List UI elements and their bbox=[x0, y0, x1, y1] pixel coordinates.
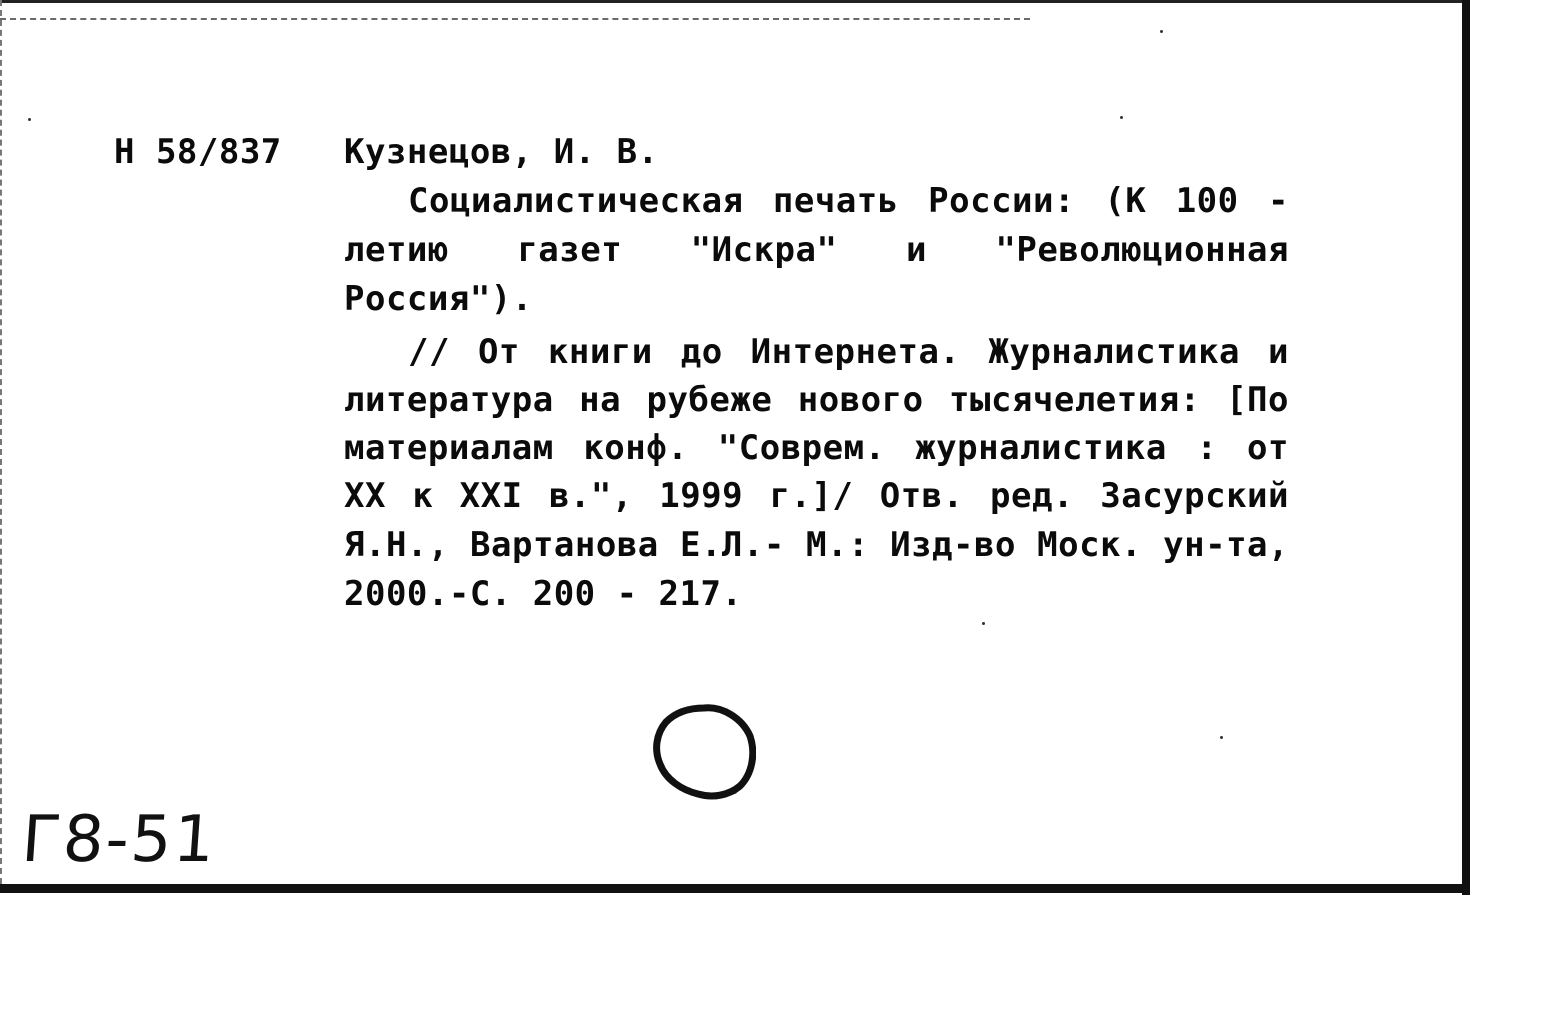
card-right-edge bbox=[1462, 0, 1470, 895]
card-top-dashed-line bbox=[0, 18, 1030, 20]
punch-hole-icon bbox=[652, 700, 756, 804]
source-line: 2000.-С. 200 - 217. bbox=[344, 574, 743, 614]
card-top-edge bbox=[0, 0, 1462, 3]
handwritten-code: Г8-51 bbox=[19, 803, 219, 877]
title-line: Социалистическая печать России: (К 100 - bbox=[408, 181, 1289, 221]
source-line: литература на рубеже нового тысячелетия: [По bbox=[344, 380, 1289, 420]
speck bbox=[1220, 736, 1223, 739]
title-line: летию газет "Искра" и "Революционная bbox=[344, 230, 1289, 270]
author-name: Кузнецов, И. В. bbox=[344, 132, 659, 172]
shelfmark: Н 58/837 bbox=[114, 132, 282, 172]
speck bbox=[28, 118, 31, 121]
speck bbox=[1120, 116, 1123, 119]
title-line: Россия"). bbox=[344, 279, 533, 319]
source-line: XX к XXI в.", 1999 г.]/ Отв. ред. Засурский bbox=[344, 476, 1289, 516]
card-bottom-edge bbox=[0, 884, 1470, 893]
speck bbox=[982, 622, 985, 625]
speck bbox=[1160, 30, 1163, 33]
source-line: материалам конф. "Соврем. журналистика : от bbox=[344, 428, 1289, 468]
source-line: // От книги до Интернета. Журналистика и bbox=[408, 332, 1289, 372]
source-line: Я.Н., Вартанова Е.Л.- М.: Изд-во Моск. ун-та, bbox=[344, 525, 1289, 565]
card-left-edge bbox=[0, 0, 2, 884]
